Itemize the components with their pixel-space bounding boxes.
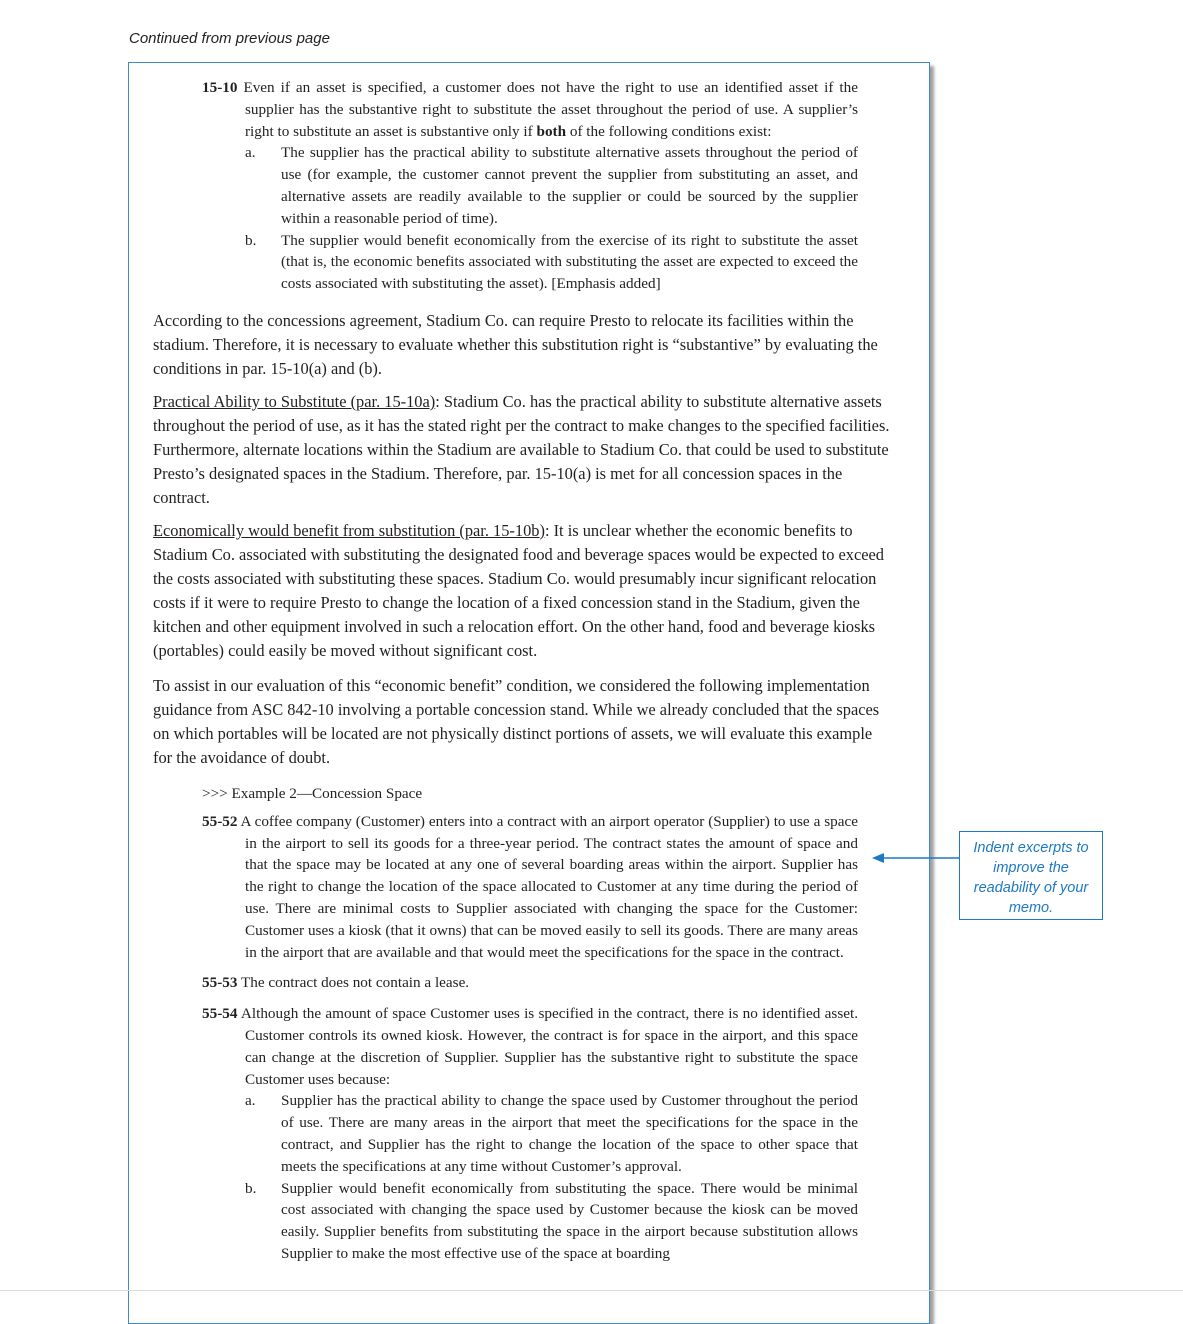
section-text: : It is unclear whether the economic benefits to Stadium Co. associated with substituting the designated food and beverage spaces would be expected to exceed the costs associated with substituting these spaces. Stadium Co. would presumably incur significant relocation costs if it were to require Presto to change the location of a fixed concession stand in the Stadium, given the kitchen and other equipment involved in such a relocation effort. On the other hand, food and beverage kiosks (portables) could easily be moved without significant cost. — [153, 521, 884, 660]
paragraph-text: Although the amount of space Customer uses is specified in the contract, there is no identified asset. Customer controls its owned kiosk. However, the contract is for space in the airport, and this space can change at the discretion of Supplier. Supplier has the substantive right to substitute the space Customer uses because: — [240, 1005, 858, 1088]
paragraph-evaluation — [153, 674, 891, 770]
list-label: a. — [245, 144, 256, 162]
paragraph-concessions-agreement — [153, 309, 891, 381]
excerpt-example-2 — [202, 783, 858, 1265]
paragraph-55-53 — [202, 972, 858, 994]
page-divider — [0, 1290, 1183, 1291]
excerpt-15-10 — [202, 77, 858, 295]
paragraph-text — [153, 519, 891, 663]
condition-text: The supplier has the practical ability to substitute alternative assets throughout the period of use (for example, the customer cannot prevent the supplier from substituting an asset, and alternative assets are readily available to the supplier or could be sourced by the supplier within a reasonable period of time). — [281, 144, 858, 227]
condition-text: The supplier would benefit economically from the exercise of its right to substitute the asset (that is, the economic benefits associated with substituting the asset are expected to exceed the costs associated with substituting the asset). [Emphasis added] — [281, 231, 858, 293]
reason-text: Supplier has the practical ability to change the space used by Customer throughout the period of use. There are many areas in the airport that meet the specifications for the space in the contract, and Supplier has the right to change the location of the space to other space that meets the specifications at any time without Customer’s approval. — [281, 1092, 858, 1175]
section-text: : Stadium Co. has the practical ability to substitute alternative assets throughout the period of use, as it has the stated right per the contract to make changes to the specified facilities. Furthermore, alternate locations within the Stadium are available to Stadium Co. that could be used to substitute Presto’s designated spaces in the Stadium. Therefore, par. 15-10(a) is met for all concession spaces in the contract. — [153, 392, 890, 507]
reason-text: Supplier would benefit economically from substituting the space. There would be minimal cost associated with changing the space used by Customer because the kiosk can be moved easily. Supplier benefits from substituting the space in the airport because substitution allows Supplier to make the most effective use of the space at boarding — [281, 1179, 858, 1262]
callout-note: Indent excerpts to improve the readability of your memo. — [959, 831, 1103, 920]
paragraph-55-54 — [202, 1003, 858, 1090]
reason-a — [202, 1090, 858, 1177]
paragraph-number: 15-10 — [202, 79, 238, 96]
paragraph-text: To assist in our evaluation of this “economic benefit” condition, we considered the following implementation guidance from ASC 842-10 involving a portable concession stand. While we already concluded that the spaces on which portables will be located are not physically distinct portions of assets, we will evaluate this example for the avoidance of doubt. — [153, 676, 880, 767]
condition-a — [202, 142, 858, 229]
paragraph-55-52 — [202, 811, 858, 964]
paragraph-text — [153, 390, 891, 510]
list-label: b. — [245, 1179, 257, 1197]
paragraph-economic-benefit — [153, 519, 891, 663]
paragraph-number: 55-52 — [202, 812, 238, 830]
emphasis-both: both — [536, 122, 567, 140]
arrow-left-icon — [870, 850, 960, 866]
continued-header: Continued from previous page — [129, 30, 330, 47]
memo-box — [128, 62, 930, 1324]
condition-b — [202, 230, 858, 295]
paragraph-text: Even if an asset is specified, a customer does not have the right to use an identified asset if the supplier has the substantive right to substitute the asset throughout the period of use. A supplier’s right to substitute an asset is substantive only if — [243, 79, 858, 140]
list-label: b. — [245, 231, 257, 249]
paragraph-15-10 — [202, 77, 858, 142]
paragraph-number: 55-53 — [202, 974, 238, 992]
paragraph-text-end: of the following conditions exist: — [569, 122, 772, 140]
paragraph-text: A coffee company (Customer) enters into a contract with an airport operator (Supplier) to use a space in the airport to sell its goods for a three-year period. The contract states the amount of space and that the space may be located at any one of several boarding areas within the airport. Supplier has the right to change the location of the space allocated to Customer at any time during the period of use. There are minimal costs to Supplier associated with changing the space for the Customer: Customer uses a kiosk (that it owns) that can be moved easily to sell its goods. There are many areas in the airport that are available and that would meet the specifications for the space in the contract. — [240, 812, 858, 961]
paragraph-text: According to the concessions agreement, Stadium Co. can require Presto to relocate its facilities within the stadium. Therefore, it is necessary to evaluate whether this substitution right is “substantive” by evaluating the conditions in par. 15-10(a) and (b). — [153, 311, 878, 378]
reason-b — [202, 1178, 858, 1265]
example-title: >>> Example 2—Concession Space — [202, 785, 423, 802]
paragraph-text: The contract does not contain a lease. — [240, 974, 470, 992]
list-label: a. — [245, 1092, 256, 1110]
paragraph-practical-ability — [153, 390, 891, 510]
section-heading: Practical Ability to Substitute (par. 15-10a) — [153, 392, 436, 411]
paragraph-number: 55-54 — [202, 1005, 238, 1023]
section-heading: Economically would benefit from substitution (par. 15-10b) — [153, 521, 545, 540]
